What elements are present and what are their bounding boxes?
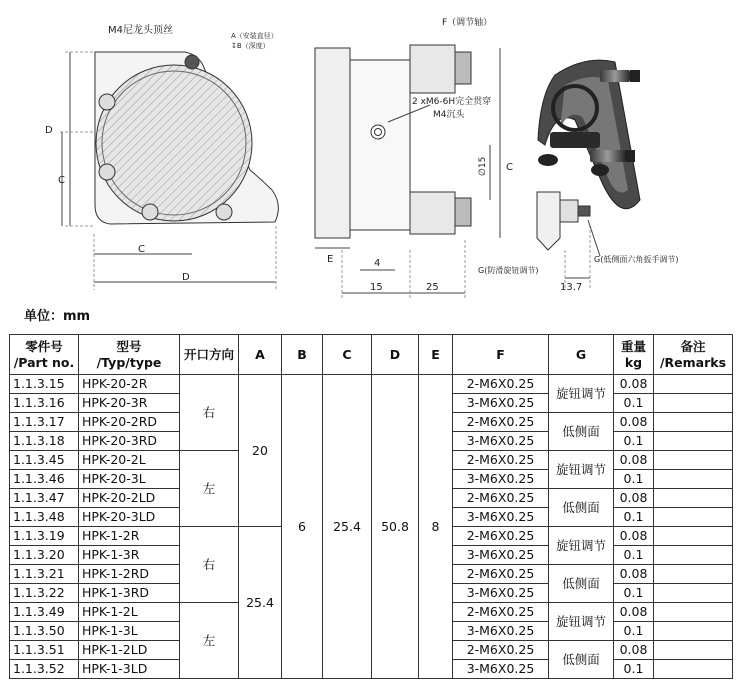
part-no-cell: 1.1.3.48 [10, 508, 79, 527]
f-value-cell: 2-M6X0.25 [453, 527, 549, 546]
remarks-cell [654, 489, 733, 508]
dim-e-side: E [327, 254, 334, 265]
label-m4-counterbore: M4沉头 [433, 110, 465, 120]
part-no-cell: 1.1.3.52 [10, 660, 79, 679]
header-remarks: 备注 /Remarks [654, 335, 733, 375]
weight-cell: 0.08 [614, 565, 654, 584]
g-value-cell: 低侧面 [549, 565, 614, 603]
remarks-cell [654, 641, 733, 660]
product-3d-render [538, 60, 640, 208]
remarks-cell [654, 527, 733, 546]
part-no-cell: 1.1.3.22 [10, 584, 79, 603]
part-no-cell: 1.1.3.16 [10, 394, 79, 413]
f-value-cell: 3-M6X0.25 [453, 546, 549, 565]
dim-d-bottom: D [182, 272, 190, 283]
type-cell: HPK-20-2R [79, 375, 180, 394]
label-b-depth: ↧B（深度） [231, 42, 270, 50]
direction-cell: 左 [180, 451, 239, 527]
part-no-cell: 1.1.3.19 [10, 527, 79, 546]
b-value-cell: 6 [282, 375, 323, 679]
f-value-cell: 2-M6X0.25 [453, 565, 549, 584]
e-value-cell: 8 [419, 375, 453, 679]
g-value-cell: 低侧面 [549, 641, 614, 679]
f-value-cell: 3-M6X0.25 [453, 660, 549, 679]
type-cell: HPK-1-2RD [79, 565, 180, 584]
type-cell: HPK-20-3RD [79, 432, 180, 451]
f-value-cell: 2-M6X0.25 [453, 451, 549, 470]
weight-cell: 0.08 [614, 413, 654, 432]
part-no-cell: 1.1.3.50 [10, 622, 79, 641]
type-cell: HPK-20-3LD [79, 508, 180, 527]
type-cell: HPK-1-3RD [79, 584, 180, 603]
part-no-cell: 1.1.3.21 [10, 565, 79, 584]
weight-cell: 0.08 [614, 375, 654, 394]
g-value-cell: 低侧面 [549, 489, 614, 527]
label-g-hex: G(低侧面六角扳手调节) [594, 255, 679, 264]
f-value-cell: 3-M6X0.25 [453, 508, 549, 527]
weight-cell: 0.1 [614, 432, 654, 451]
header-part-no: 零件号 /Part no. [10, 335, 79, 375]
spec-table [9, 334, 733, 679]
dim-phi15: ∅15 [478, 156, 488, 176]
part-no-cell: 1.1.3.46 [10, 470, 79, 489]
weight-cell: 0.1 [614, 622, 654, 641]
g-value-cell: 旋钮调节 [549, 527, 614, 565]
dim-c-bottom: C [138, 244, 145, 255]
type-cell: HPK-1-3R [79, 546, 180, 565]
g-value-cell: 旋钮调节 [549, 451, 614, 489]
header-weight: 重量 kg [614, 335, 654, 375]
weight-cell: 0.1 [614, 546, 654, 565]
header-b: B [282, 335, 323, 375]
remarks-cell [654, 622, 733, 641]
remarks-cell [654, 546, 733, 565]
weight-cell: 0.08 [614, 641, 654, 660]
front-view [60, 52, 278, 290]
remarks-cell [654, 394, 733, 413]
weight-cell: 0.1 [614, 470, 654, 489]
weight-cell: 0.1 [614, 394, 654, 413]
type-cell: HPK-20-3R [79, 394, 180, 413]
d-value-cell: 50.8 [372, 375, 419, 679]
part-no-cell: 1.1.3.15 [10, 375, 79, 394]
dim-c-left: C [58, 175, 65, 186]
header-type: 型号 /Typ/type [79, 335, 180, 375]
g-value-cell: 旋钮调节 [549, 603, 614, 641]
weight-cell: 0.1 [614, 508, 654, 527]
remarks-cell [654, 451, 733, 470]
unit-label: 单位：mm [24, 309, 91, 324]
weight-cell: 0.1 [614, 660, 654, 679]
type-cell: HPK-1-3L [79, 622, 180, 641]
type-cell: HPK-1-3LD [79, 660, 180, 679]
side-view [315, 45, 500, 300]
a-value-cell: 20 [239, 375, 282, 527]
g-value-cell: 低侧面 [549, 413, 614, 451]
label-f-adjust: F（调节轴） [442, 18, 493, 28]
direction-cell: 左 [180, 603, 239, 679]
dim-d-left: D [45, 125, 53, 136]
type-cell: HPK-20-2LD [79, 489, 180, 508]
header-e: E [419, 335, 453, 375]
remarks-cell [654, 603, 733, 622]
low-profile-detail [537, 192, 600, 290]
label-a-mount: A（安装直径） [231, 32, 278, 40]
f-value-cell: 3-M6X0.25 [453, 584, 549, 603]
part-no-cell: 1.1.3.20 [10, 546, 79, 565]
remarks-cell [654, 565, 733, 584]
header-f: F [453, 335, 549, 375]
a-value-cell: 25.4 [239, 527, 282, 679]
dim-4: 4 [374, 258, 381, 269]
part-no-cell: 1.1.3.18 [10, 432, 79, 451]
header-direction: 开口方向 [180, 335, 239, 375]
f-value-cell: 2-M6X0.25 [453, 489, 549, 508]
type-cell: HPK-1-2R [79, 527, 180, 546]
type-cell: HPK-20-2RD [79, 413, 180, 432]
remarks-cell [654, 508, 733, 527]
f-value-cell: 2-M6X0.25 [453, 641, 549, 660]
label-g-knob: G(防滑旋钮调节) [478, 266, 539, 275]
part-no-cell: 1.1.3.49 [10, 603, 79, 622]
c-value-cell: 25.4 [323, 375, 372, 679]
f-value-cell: 3-M6X0.25 [453, 432, 549, 451]
type-cell: HPK-1-2L [79, 603, 180, 622]
header-a: A [239, 335, 282, 375]
remarks-cell [654, 584, 733, 603]
remarks-cell [654, 375, 733, 394]
dim-15: 15 [370, 282, 383, 293]
type-cell: HPK-20-3L [79, 470, 180, 489]
remarks-cell [654, 432, 733, 451]
remarks-cell [654, 413, 733, 432]
type-cell: HPK-20-2L [79, 451, 180, 470]
label-m6-thread: 2 xM6-6H完全贯穿 [412, 97, 492, 107]
weight-cell: 0.08 [614, 489, 654, 508]
f-value-cell: 3-M6X0.25 [453, 394, 549, 413]
header-c: C [323, 335, 372, 375]
header-g: G [549, 335, 614, 375]
header-d: D [372, 335, 419, 375]
table-header-row [10, 335, 733, 375]
f-value-cell: 2-M6X0.25 [453, 375, 549, 394]
technical-drawing [0, 0, 750, 300]
dim-25: 25 [426, 282, 439, 293]
g-value-cell: 旋钮调节 [549, 375, 614, 413]
part-no-cell: 1.1.3.51 [10, 641, 79, 660]
table-row [10, 375, 733, 394]
direction-cell: 右 [180, 527, 239, 603]
f-value-cell: 3-M6X0.25 [453, 622, 549, 641]
label-m4-nylon: M4尼龙头顶丝 [108, 25, 173, 36]
part-no-cell: 1.1.3.45 [10, 451, 79, 470]
part-no-cell: 1.1.3.17 [10, 413, 79, 432]
f-value-cell: 2-M6X0.25 [453, 413, 549, 432]
direction-cell: 右 [180, 375, 239, 451]
weight-cell: 0.08 [614, 527, 654, 546]
dim-13-7: 13.7 [560, 282, 583, 293]
weight-cell: 0.1 [614, 584, 654, 603]
weight-cell: 0.08 [614, 451, 654, 470]
dim-c-side: C [506, 162, 513, 173]
f-value-cell: 2-M6X0.25 [453, 603, 549, 622]
part-no-cell: 1.1.3.47 [10, 489, 79, 508]
type-cell: HPK-1-2LD [79, 641, 180, 660]
remarks-cell [654, 660, 733, 679]
weight-cell: 0.08 [614, 603, 654, 622]
f-value-cell: 3-M6X0.25 [453, 470, 549, 489]
remarks-cell [654, 470, 733, 489]
